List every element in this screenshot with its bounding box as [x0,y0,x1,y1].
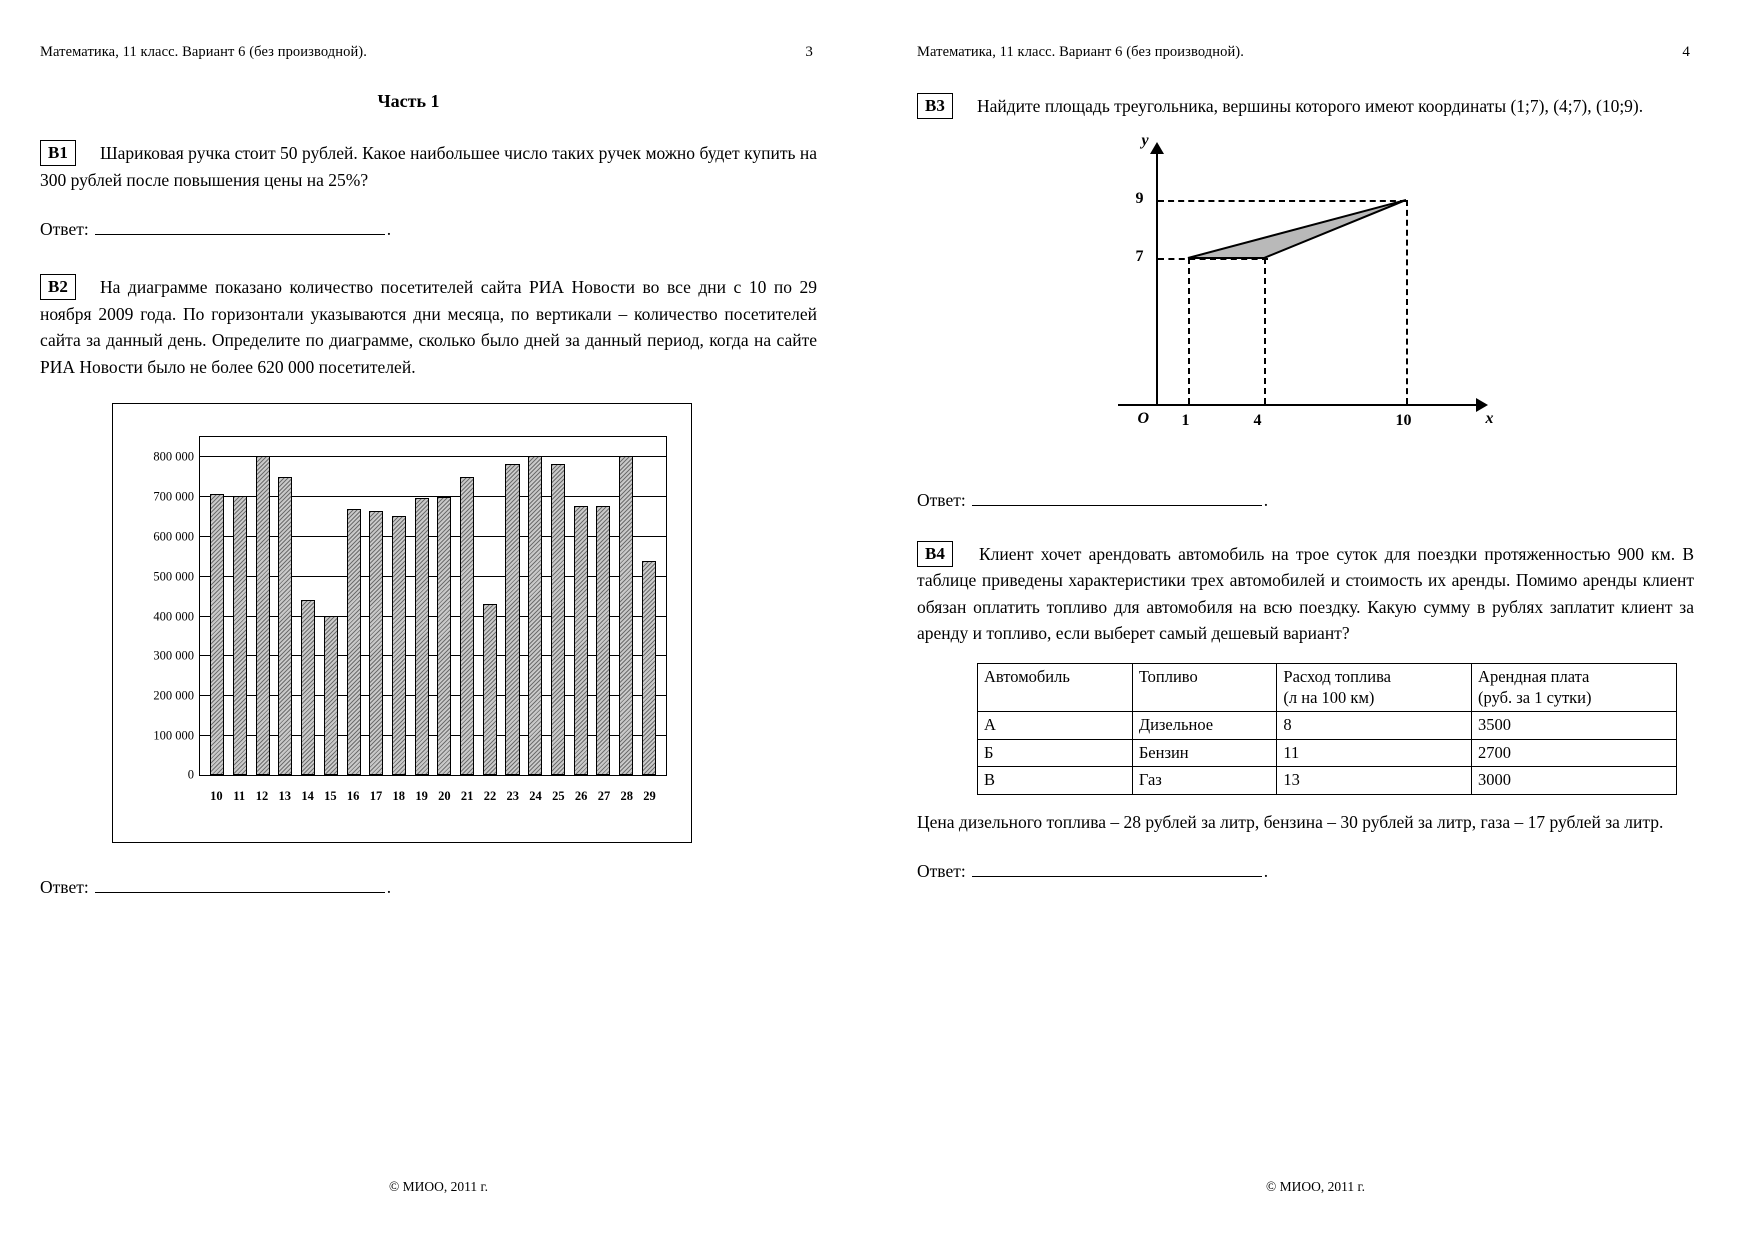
chart-bar [483,604,497,775]
table-cell: 2700 [1472,739,1677,767]
header-line-1: Арендная плата [1478,666,1590,686]
visitors-bar-chart [112,403,692,843]
chart-bar [256,456,270,774]
chart-bar [574,506,588,774]
chart-x-tick-label: 23 [506,788,519,803]
chart-bar-cell [410,437,433,775]
chart-bar-cell [569,437,592,775]
y-tick-9: 9 [1135,189,1144,207]
chart-bar [528,456,542,774]
chart-x-tick-label: 20 [438,788,451,803]
task-b3-text: Найдите площадь треугольника, вершины которого имеют координаты (1;7), (4;7), (10;9). [977,96,1644,116]
chart-bar-cell [342,437,365,775]
task-b1-number: B1 [40,140,76,166]
part-title: Часть 1 [377,91,440,111]
header-cell-0 [978,663,1133,711]
page-number: 4 [1682,44,1690,60]
running-head-title: Математика, 11 класс. Вариант 6 (без производной). [40,44,367,60]
task-b4-text: Клиент хочет арендовать автомобиль на трое суток для поездки протяженностью 900 км. В таблице приведены характеристики трех автомобилей и стоимость их аренды. Помимо аренды клиент обязан оплатить топливо для автомобиля на всю поездку. Какую сумму в рублях заплатит клиент за аренду и топливо, если выберет самый дешевый вариант? [917,543,1694,644]
answer-period: . [386,876,392,897]
answer-blank[interactable] [95,220,385,235]
answer-blank[interactable] [972,862,1262,877]
chart-y-tick-label: 100 000 [153,728,194,743]
chart-y-tick-label: 600 000 [153,529,194,544]
header-line-1: Топливо [1138,666,1198,686]
chart-x-tick-label: 12 [255,788,269,803]
chart-y-tick-label: 300 000 [153,648,194,663]
task-b1-answer [40,219,817,240]
answer-label: Ответ: [40,876,89,897]
chart-bar [369,511,383,775]
chart-x-tick-label: 18 [392,788,406,803]
chart-y-tick-label: 400 000 [153,609,194,623]
triangle-coordinate-figure [1096,131,1516,468]
chart-bar [551,464,565,775]
chart-y-tick-label: 500 000 [153,569,194,584]
task-b4 [917,541,1694,883]
task-b2-text: На диаграмме показано количество посетителей сайта РИА Новости во все дни с 10 по 29 ноября 2009 года. По горизонтали указываются дни месяца, по вертикали – количество посетителей сайта за данный день. Определите по диаграмме, сколько было дней за данный период, когда на сайте РИА Новости было не более 620 000 посетителей. [40,277,817,377]
task-b4-answer [917,861,1694,882]
running-head-title: Математика, 11 класс. Вариант 6 (без производной). [917,44,1244,60]
page-right [877,0,1754,1239]
chart-x-tick-label: 11 [233,788,246,803]
table-cell: В [978,767,1133,795]
chart-y-tick-label: 700 000 [153,489,194,504]
answer-label: Ответ: [917,861,966,882]
y-tick-7: 7 [1135,247,1144,265]
chart-x-tick-label: 14 [301,788,314,803]
chart-bar [460,477,474,774]
table-cell: Газ [1132,767,1277,795]
answer-blank[interactable] [972,491,1262,506]
chart-x-tick-label: 28 [620,788,633,803]
chart-bar-cell [320,437,343,775]
answer-period: . [386,219,392,240]
chart-x-tick-label: 29 [643,788,656,803]
header-cell-1 [1132,663,1277,711]
chart-bar [415,498,429,774]
chart-x-tick-label: 19 [415,788,428,803]
header-line-2: (л на 100 км) [1283,687,1375,707]
table-cell: 11 [1277,739,1472,767]
chart-y-tick-label: 0 [187,767,194,782]
chart-x-tick-label: 16 [346,788,360,803]
chart-plot-area [153,436,667,782]
chart-bar-cell [592,437,615,775]
origin-label: O [1137,409,1150,427]
chart-bar [596,506,610,774]
chart-x-axis-labels [199,789,667,804]
chart-bar-cell [229,437,252,775]
header-line-1: Автомобиль [984,666,1070,686]
table-row [978,739,1677,767]
chart-x-tick-label: 13 [278,788,292,803]
chart-x-tick-label: 26 [574,788,588,803]
chart-bar [392,516,406,774]
table-cell: А [978,712,1133,740]
footer-right: © МИОО, 2011 г. [1266,1179,1365,1194]
task-b3-number: B3 [917,93,953,119]
x-tick-10: 10 [1395,411,1412,429]
chart-bar [437,497,451,775]
chart-bar-cell [637,437,660,775]
answer-period: . [1263,489,1269,510]
header-line-2: (руб. за 1 сутки) [1478,687,1592,707]
header-cell-2 [1277,663,1472,711]
task-b3 [917,93,1694,511]
chart-bar [301,600,315,774]
chart-x-tick-label: 22 [483,788,497,803]
table-cell: 8 [1277,712,1472,740]
car-rental-table [977,663,1677,795]
page-number: 3 [805,44,813,60]
task-b4-number: B4 [917,541,953,567]
chart-bar-cell [365,437,388,775]
task-b2 [40,274,817,897]
triangle-shape [1096,138,1516,468]
chart-bar [505,464,519,774]
table-cell: 3500 [1472,712,1677,740]
chart-x-tick-label: 21 [460,788,474,803]
x-axis-label: x [1485,409,1494,427]
chart-bar-cell [388,437,411,775]
running-head-right [917,44,1694,61]
chart-bar-cell [297,437,320,775]
table-cell: Бензин [1132,739,1277,767]
task-b2-number: B2 [40,274,76,300]
chart-bar-cell [433,437,456,775]
task-b4-note: Цена дизельного топлива – 28 рублей за литр, бензина – 30 рублей за литр, газа – 17 рублей за литр. [917,812,1664,833]
chart-bar [642,561,656,775]
table-cell: Дизельное [1132,712,1277,740]
running-head-left [40,44,817,61]
footer-left: © МИОО, 2011 г. [389,1179,488,1194]
chart-x-tick-label: 17 [369,788,383,803]
answer-blank[interactable] [95,878,385,893]
chart-bar-cell [206,437,229,775]
chart-y-tick-label: 800 000 [153,449,194,464]
chart-y-tick-label: 200 000 [153,688,194,703]
chart-bar [233,496,247,774]
task-b2-answer [40,877,817,898]
chart-bar-cell [547,437,570,775]
table-row [978,712,1677,740]
task-b1 [40,140,817,240]
chart-bar-cell [251,437,274,775]
table-cell: 3000 [1472,767,1677,795]
chart-bar [210,494,224,774]
answer-label: Ответ: [40,219,89,240]
table-cell: 13 [1277,767,1472,795]
chart-bar-cell [615,437,638,775]
chart-bar [347,509,361,775]
table-header-row [978,663,1677,711]
chart-bar-cell [274,437,297,775]
chart-bar-cell [478,437,501,775]
chart-x-tick-label: 24 [529,788,542,803]
chart-bar [324,616,338,775]
chart-bar-cell [456,437,479,775]
chart-bars [200,437,666,775]
task-b1-text: Шариковая ручка стоит 50 рублей. Какое наибольшее число таких ручек можно будет купить на 300 рублей после повышения цены на 25%? [40,143,817,190]
chart-x-tick-label: 27 [597,788,611,803]
table-row [978,767,1677,795]
x-tick-4: 4 [1253,411,1262,429]
chart-x-tick-label: 25 [552,788,565,803]
header-line-1: Расход топлива [1283,666,1391,686]
x-tick-1: 1 [1181,411,1190,429]
chart-x-tick-label: 15 [324,788,337,803]
chart-bar-cell [501,437,524,775]
chart-x-tick-label: 10 [210,788,223,803]
y-axis-label: y [1141,131,1149,149]
chart-bar-cell [524,437,547,775]
header-cell-3 [1472,663,1677,711]
answer-period: . [1263,861,1269,882]
chart-bar [278,477,292,774]
task-b3-answer [917,490,1694,511]
table-cell: Б [978,739,1133,767]
answer-label: Ответ: [917,489,966,510]
chart-bar [619,456,633,774]
